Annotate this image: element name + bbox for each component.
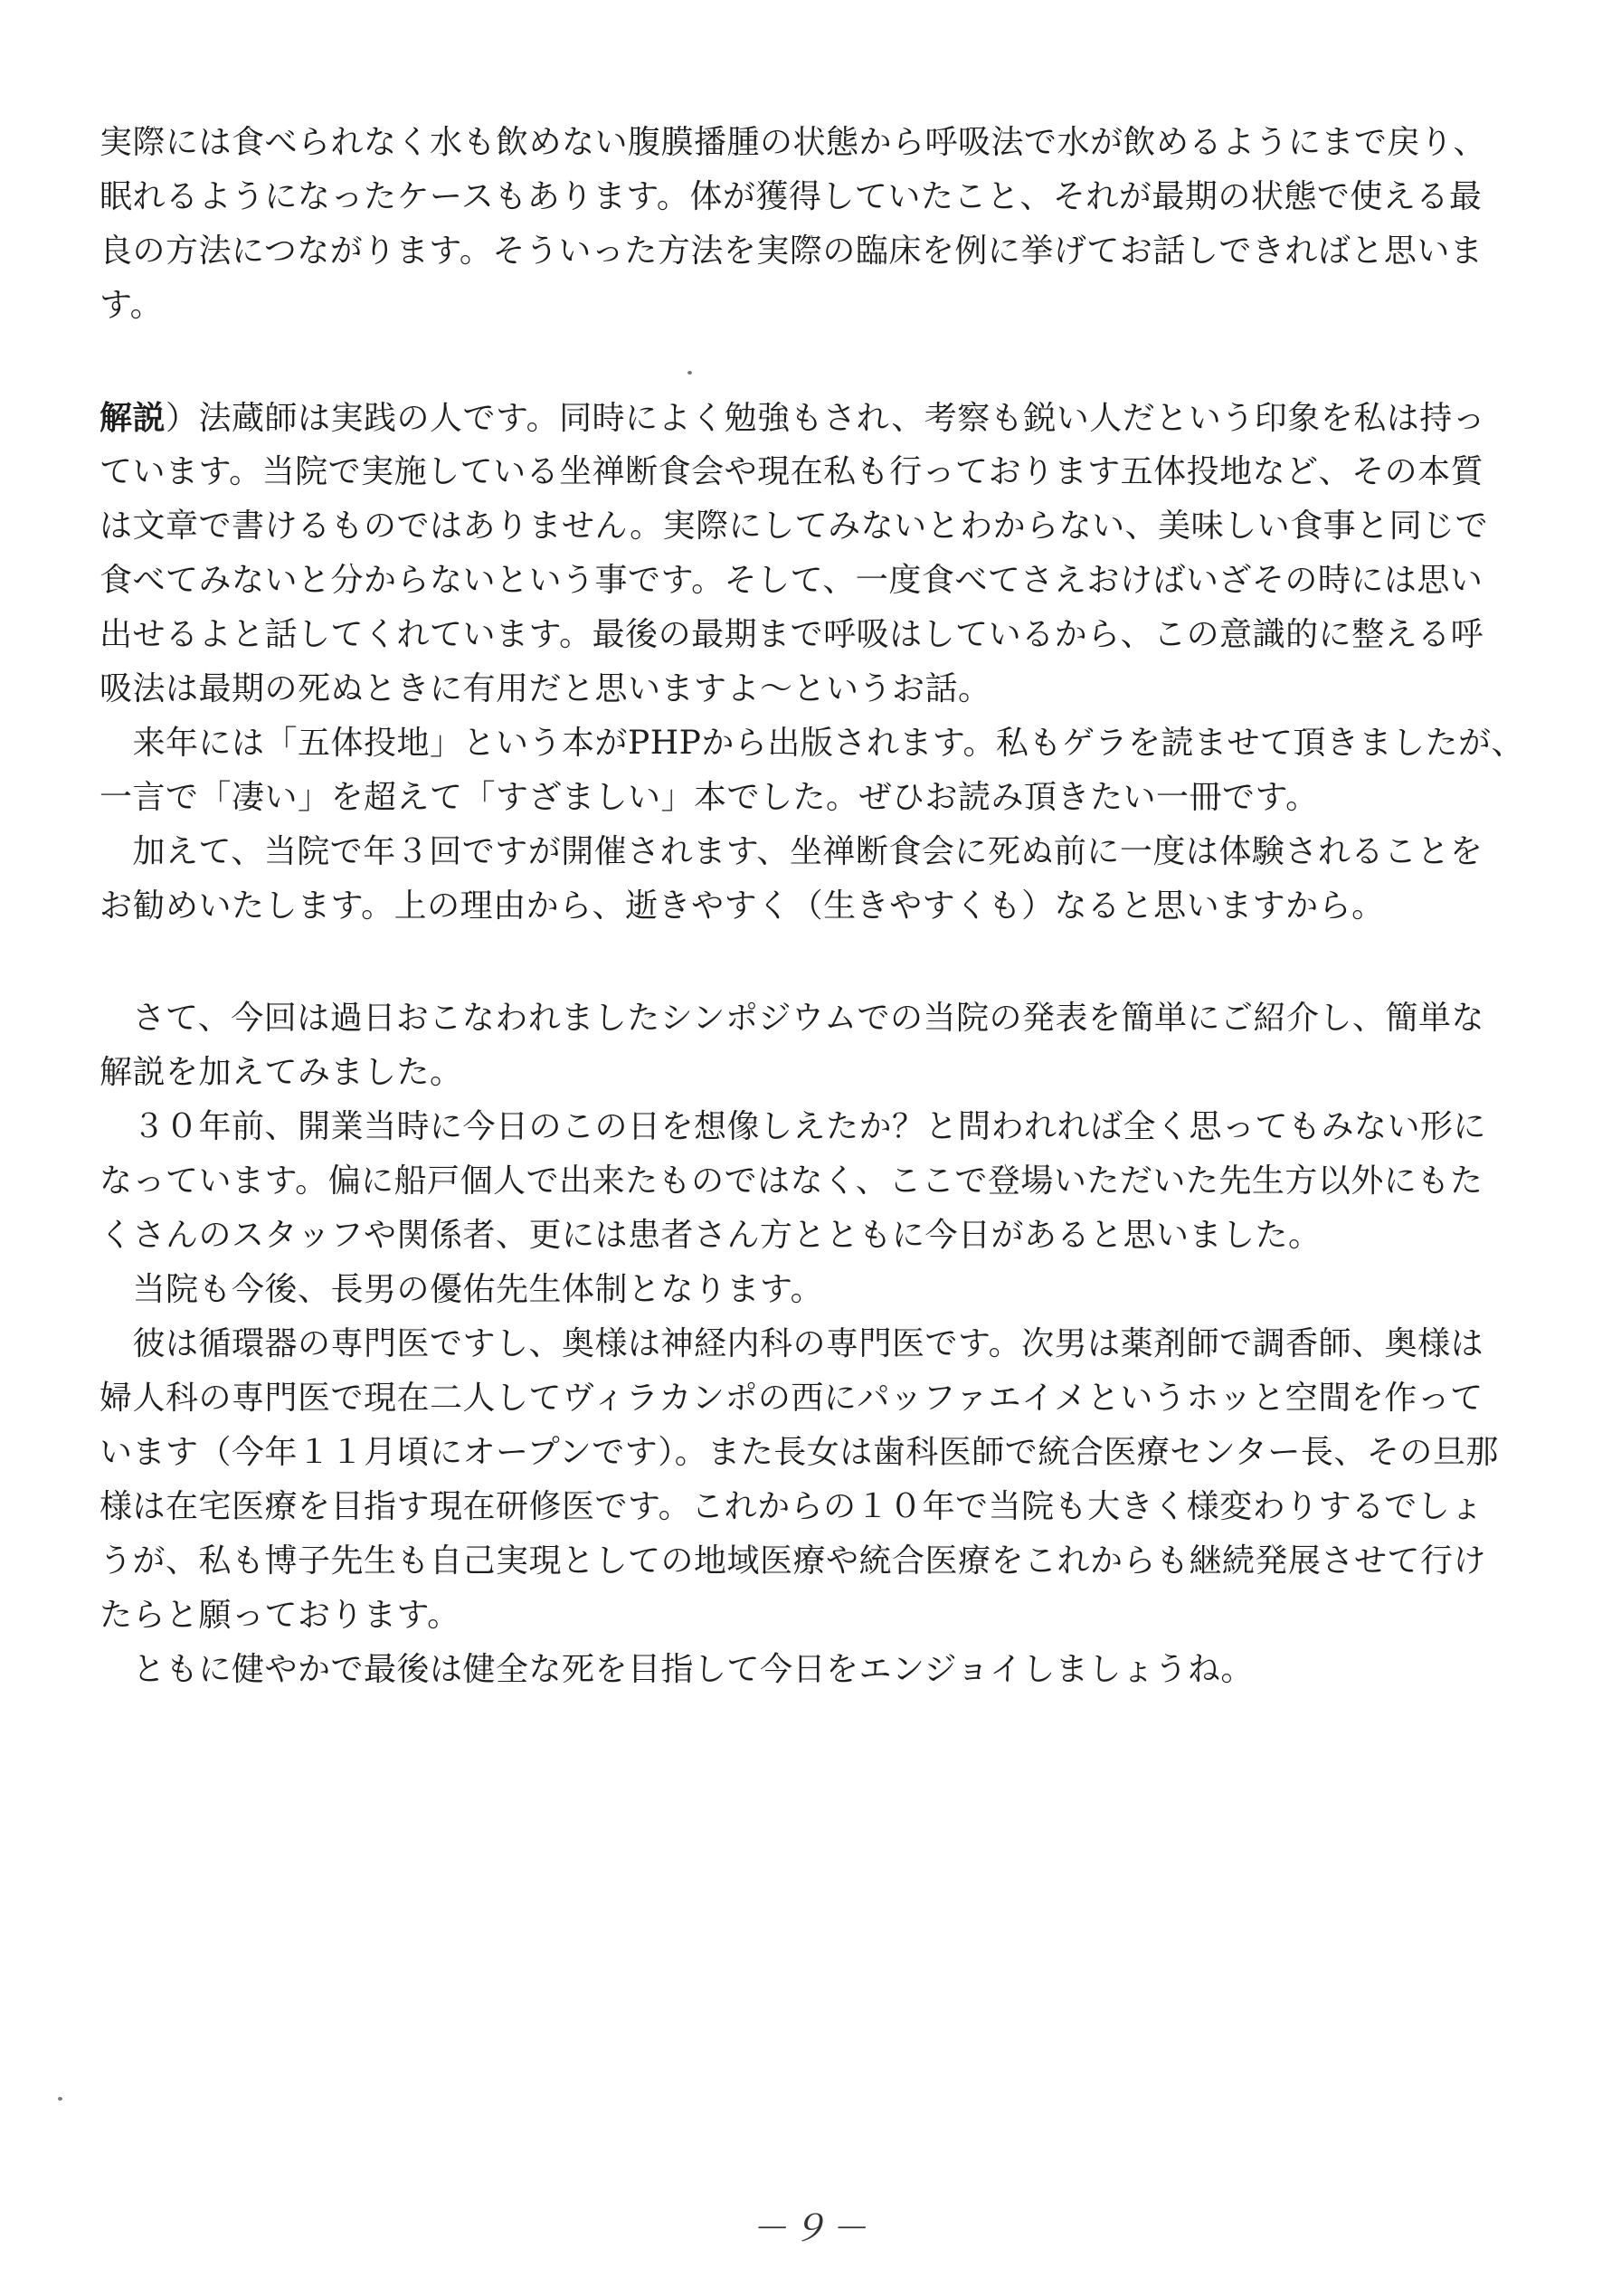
closing-section (100, 991, 1547, 1697)
text-line: たらと願っております。 (100, 1597, 460, 1634)
text-line: お勧めいたします。上の理由から、逝きやすく（生きやすくも）なると思いますから。 (100, 887, 1385, 925)
text-line: うが、私も博子先生も自己実現としての地域医療や統合医療をこれからも継続発展させて行け (100, 1542, 1487, 1580)
text-line: 彼は循環器の専門医ですし、奥様は神経内科の専門医です。次男は薬剤師で調香師、奥様は (100, 1325, 1484, 1362)
paragraph-gap (100, 333, 1547, 391)
commentary-label: 解説 (100, 399, 166, 437)
text-line: 当院も今後、長男の優佑先生体制となります。 (100, 1271, 824, 1308)
text-line: 出せるよと話してくれています。最後の最期まで呼吸はしているから、この意識的に整える呼 (100, 616, 1484, 653)
paragraph-gap (100, 934, 1547, 991)
page-number: －９－ (751, 2208, 870, 2250)
text-line: 来年には「五体投地」という本がPHPから出版されます。私もゲラを読ませて頂きましたが、 (100, 725, 1524, 762)
text-line: 婦人科の専門医で現在二人してヴィラカンポの西にパッファエイメというホッと空間を作って (100, 1380, 1484, 1417)
text-line: 解説を加えてみました。 (100, 1054, 463, 1091)
text-line: 実際には食べられなく水も飲めない腹膜播腫の状態から呼吸法で水が飲めるようにまで戻り、 (100, 124, 1487, 161)
text-line: ３０年前、開業当時に今日のこの日を想像しえたか？と問われれば全く思ってもみない形に (100, 1108, 1487, 1145)
text-line: います（今年１１月頃にオープンです）。また長女は歯科医師で統合医療センター長、その旦那 (100, 1434, 1499, 1471)
text-line: くさんのスタッフや関係者、更には患者さん方とともに今日があると思いました。 (100, 1217, 1322, 1254)
commentary-first-line: ）法蔵師は実践の人です。同時によく勉強もされ、考察も鋭い人だという印象を私は持っ (166, 400, 1486, 437)
text-line: す。 (100, 287, 164, 324)
text-line: 様は在宅医療を目指す現在研修医です。これからの１０年で当院も大きく様変わりするでしょ (100, 1488, 1484, 1525)
text-line: さて、今回は過日おこなわれましたシンポジウムでの当院の発表を簡単にご紹介し、簡単な (100, 1000, 1485, 1037)
text-line: ています。当院で実施している坐禅断食会や現在私も行っております五体投地など、その本質 (100, 453, 1484, 490)
text-line: 食べてみないと分からないという事です。そして、一度食べてさえおけばいざその時には思い (100, 562, 1484, 599)
text-line: 眠れるようになったケースもあります。体が獲得していたこと、それが最期の状態で使える最 (100, 178, 1483, 215)
text-line (100, 391, 1547, 445)
commentary-section (100, 391, 1547, 934)
text-line: 加えて、当院で年３回ですが開催されます、坐禅断食会に死ぬ前に一度は体験されることを (100, 833, 1484, 870)
paragraph-1 (100, 116, 1547, 333)
scan-speck (58, 2097, 62, 2101)
document-body (100, 116, 1547, 1697)
text-line: ともに健やかで最後は健全な死を目指して今日をエンジョイしましょうね。 (100, 1651, 1254, 1688)
text-line: 一言で「凄い」を超えて「すざましい」本でした。ぜひお読み頂きたい一冊です。 (100, 779, 1319, 816)
text-line: 吸法は最期の死ぬときに有用だと思いますよ〜というお話。 (100, 670, 991, 707)
text-line: なっています。偏に船戸個人で出来たものではなく、ここで登場いただいた先生方以外にもた (100, 1162, 1484, 1200)
text-line: 良の方法につながります。そういった方法を実際の臨床を例に挙げてお話しできればと思いま (100, 232, 1484, 270)
text-line: は文章で書けるものではありません。実際にしてみないとわからない、美味しい食事と同じで (100, 508, 1489, 545)
